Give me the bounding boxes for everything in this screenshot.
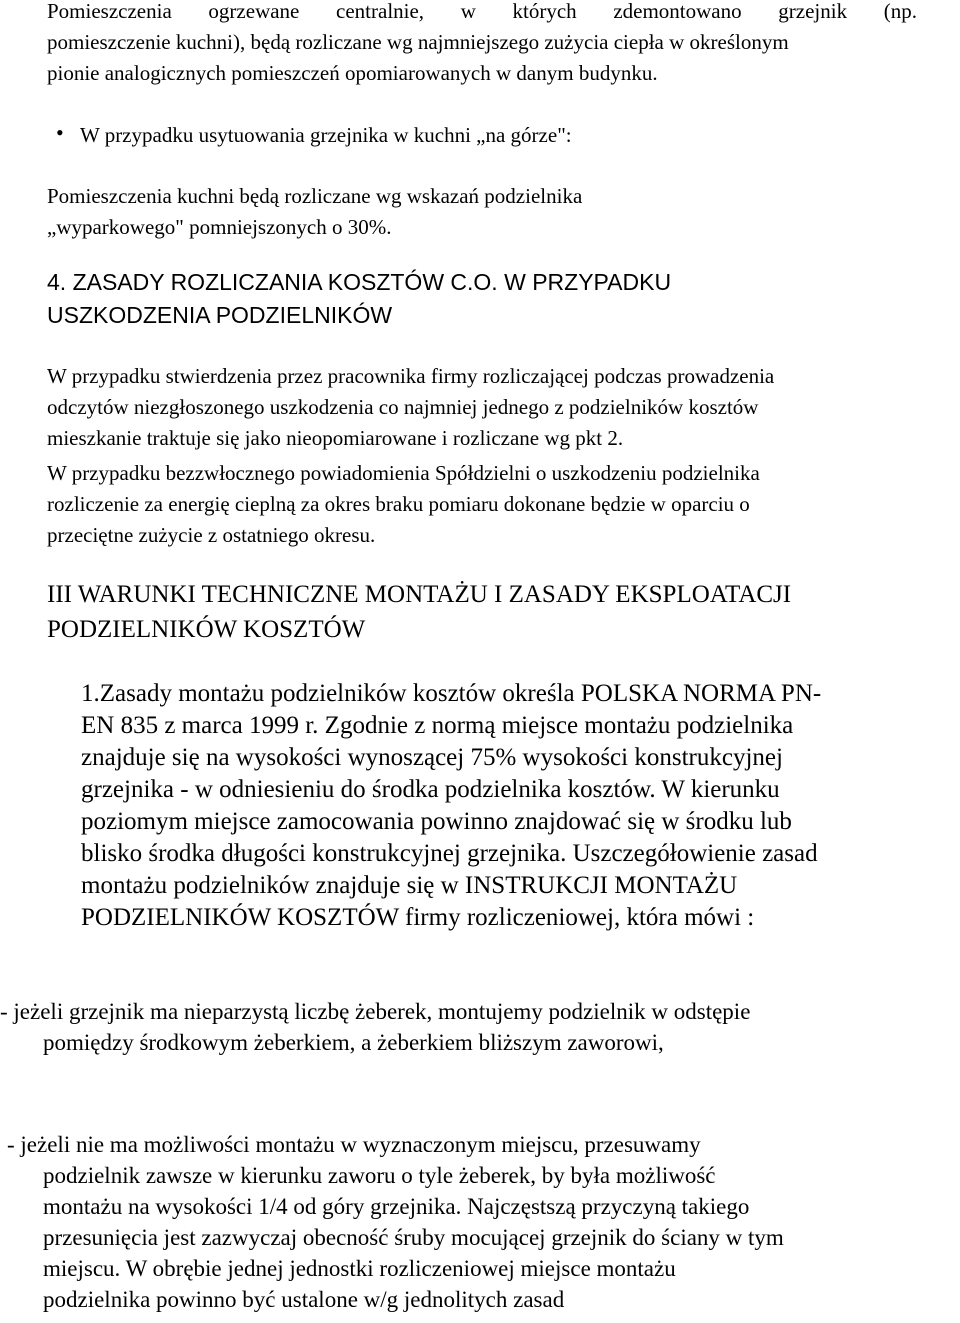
rule-line: podzielnika powinno być ustalone w/g jednolitych zasad <box>43 1287 565 1312</box>
damage-line: mieszkanie traktuje się jako nieopomiarowane i rozliczane wg pkt 2. <box>47 426 624 450</box>
mounting-line: 1.Zasady montażu podzielników kosztów określa POLSKA NORMA PN- <box>81 680 822 707</box>
mounting-line: EN 835 z marca 1999 r. Zgodnie z normą miejsce montażu podzielnika <box>81 712 794 739</box>
mounting-line: montażu podzielników znajduje się w INSTRUKCJI MONTAŻU <box>81 872 738 899</box>
damage-line: rozliczenie za energię cieplną za okres braku pomiaru dokonane będzie w oparciu o <box>47 492 750 516</box>
mounting-line: blisko środka długości konstrukcyjnej grzejnika. Uszczegółowienie zasad <box>81 840 818 867</box>
kitchen-rule-line: „wyparkowego" pomniejszonych o 30%. <box>47 215 392 239</box>
damage-paragraph-1 <box>47 361 927 454</box>
rule-line: - jeżeli nie ma możliwości montażu w wyznaczonym miejscu, przesuwamy <box>7 1132 701 1157</box>
mounting-line: grzejnika - w odniesieniu do środka podzielnika kosztów. W kierunku <box>81 776 780 803</box>
rule-line: - jeżeli grzejnik ma nieparzystą liczbę żeberek, montujemy podzielnik w odstępie <box>0 999 751 1024</box>
damage-line: odczytów niezgłoszonego uszkodzenia co najmniej jednego z podzielników kosztów <box>47 395 759 419</box>
rule-line: pomiędzy środkowym żeberkiem, a żeberkiem bliższym zaworowi, <box>43 1030 664 1055</box>
damage-line: W przypadku stwierdzenia przez pracownika firmy rozliczającej podczas prowadzenia <box>47 364 775 388</box>
mounting-paragraph <box>81 678 951 934</box>
rule-line: montażu na wysokości 1/4 od góry grzejnika. Najczęstszą przyczyną takiego <box>43 1194 750 1219</box>
intro-line: pomieszczenie kuchni), będą rozliczane wg najmniejszego zużycia ciepła w określonym <box>47 30 789 54</box>
rule-odd-fins <box>0 996 960 1058</box>
intro-line: pionie analogicznych pomieszczeń opomiarowanych w danym budynku. <box>47 61 658 85</box>
mounting-line: PODZIELNIKÓW KOSZTÓW firmy rozliczeniowej, która mówi : <box>81 904 755 931</box>
rule-line: podzielnik zawsze w kierunku zaworu o tyle żeberek, by była możliwość <box>43 1163 716 1188</box>
rule-line: przesunięcia jest zazwyczaj obecność śruby mocującej grzejnik do ściany w tym <box>43 1225 784 1250</box>
damage-paragraph-2 <box>47 458 927 551</box>
mounting-line: poziomym miejsce zamocowania powinno znajdować się w środku lub <box>81 808 792 835</box>
damage-line: przeciętne zużycie z ostatniego okresu. <box>47 523 376 547</box>
intro-paragraph <box>47 0 917 89</box>
section-4-heading: 4. ZASADY ROZLICZANIA KOSZTÓW C.O. W PRZYPADKU USZKODZENIA PODZIELNIKÓW <box>47 269 672 328</box>
bullet-text: W przypadku usytuowania grzejnika w kuchni „na górze": <box>80 123 572 147</box>
intro-line: Pomieszczenia ogrzewane centralnie, w których zdemontowano grzejnik (np. <box>47 0 917 23</box>
damage-line: W przypadku bezzwłocznego powiadomienia Spółdzielni o uszkodzeniu podzielnika <box>47 461 760 485</box>
mounting-line: znajduje się na wysokości wynoszącej 75% wysokości konstrukcyjnej <box>81 744 783 771</box>
kitchen-rule-line: Pomieszczenia kuchni będą rozliczane wg wskazań podzielnika <box>47 184 583 208</box>
rule-line: miejscu. W obrębie jednej jednostki rozliczeniowej miejsce montażu <box>43 1256 676 1281</box>
bullet-icon: • <box>56 120 64 145</box>
section-3-heading: III WARUNKI TECHNICZNE MONTAŻU I ZASADY EKSPLOATACJI PODZIELNIKÓW KOSZTÓW <box>47 581 792 643</box>
kitchen-rule-paragraph <box>47 181 917 243</box>
rule-impossible-mounting <box>7 1129 960 1315</box>
